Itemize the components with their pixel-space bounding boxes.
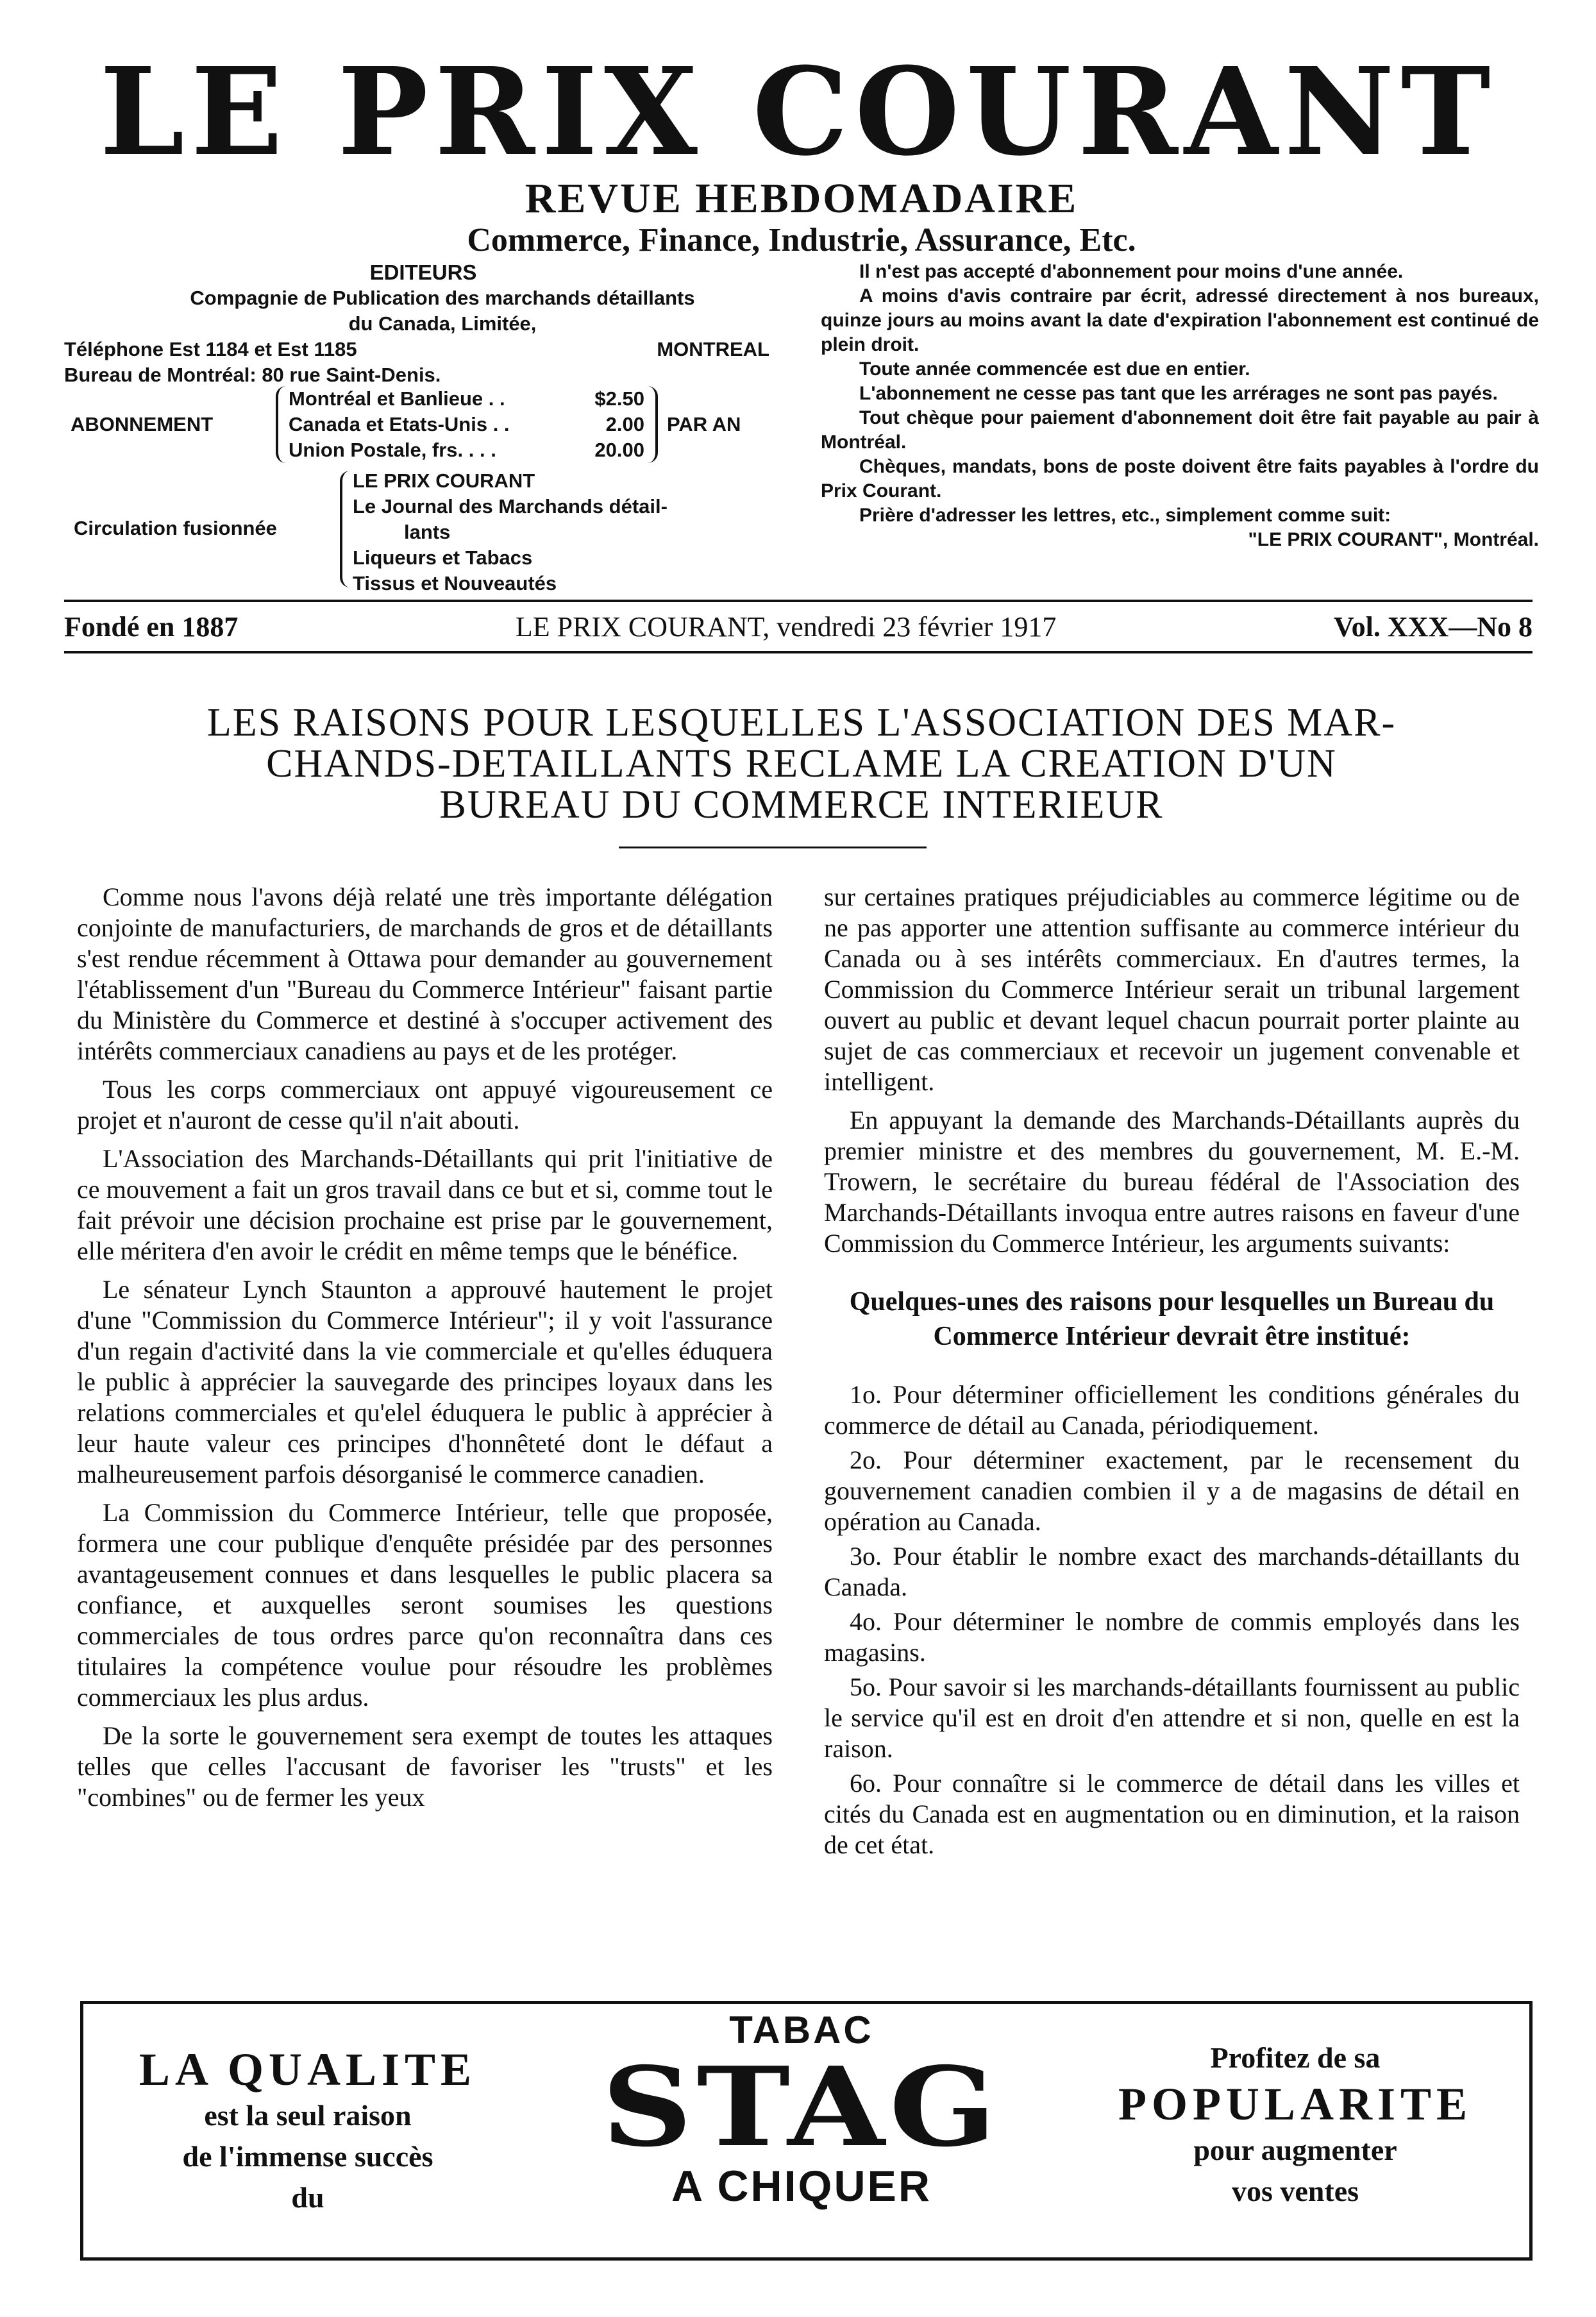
ad-text: pour augmenter [1193,2134,1397,2166]
subscription-label: ABONNEMENT [71,413,214,435]
reason-item: 6o. Pour connaître si le commerce de détail dans les villes et cités du Canada est en augmentation ou en diminution, et la raison de cet état. [824,1769,1520,1859]
ad-popularite: POPULARITE [1118,2078,1473,2130]
rate-row [289,437,644,463]
headline-line: BUREAU DU COMMERCE INTERIEUR [439,783,1164,827]
editors-block [64,260,782,388]
condition-paragraph: L'abonnement ne cesse pas tant que les arrérages ne sont pas payés. [859,383,1498,404]
circulation-label: Circulation fusionnée [74,517,277,539]
ad-tabac: TABAC [729,2009,874,2052]
ad-left-panel [83,2004,532,2257]
article-paragraph: sur certaines pratiques préjudiciables au commerce légitime ou de ne pas apporter une attention suffisante au commerce intérieur du Canada ou à ses intérêts commerciaux. En d'autres termes, la Commission du Commerce Intérieur serait un tribunal largement ouvert au public et devant lequel chacun pourrait porter plainte au sujet de cas commerciaux et recevoir un jugement convenable et intelligent. [824,882,1520,1096]
article-paragraph: Tous les corps commerciaux ont appuyé vigoureusement ce projet et n'auront de cesse qu'il n'ait abouti. [77,1075,773,1134]
mailing-address: "LE PRIX COURANT", Montréal. [1248,529,1539,550]
publisher-line-1: Compagnie de Publication des marchands détaillants [190,287,695,309]
masthead-title: LE PRIX COURANT [99,41,1497,183]
condition-paragraph: Prière d'adresser les lettres, etc., simplement comme suit: [859,505,1391,526]
rate-row [289,412,644,437]
condition-paragraph: A moins d'avis contraire par écrit, adressé directement à nos bureaux, quinze jours au moins avant la date d'expiration l'abonnement est continué de plein droit. [821,285,1539,355]
ad-text: Profitez de sa [1210,2041,1381,2074]
volume: Vol. XXX—No 8 [1333,611,1533,643]
per-year: PAR AN [667,413,741,435]
condition-paragraph: Tout chèque pour paiement d'abonnement doit être fait payable au pair à Montréal. [821,407,1539,453]
condition-paragraph: Chèques, mandats, bons de poste doivent être faits payables à l'ordre du Prix Courant. [821,456,1539,501]
circulation-brace [340,471,350,587]
ad-brand-logo: STAG [601,2043,1002,2171]
headline-line: CHANDS-DETAILLANTS RECLAME LA CREATION D'UN [266,742,1337,786]
ad-quality: LA QUALITE [139,2044,477,2095]
headline-line: LES RAISONS POUR LESQUELLES L'ASSOCIATION DES MAR- [206,701,1397,745]
article-column-right [824,882,1520,1864]
article-paragraph: Le sénateur Lynch Staunton a approuvé hautement le projet d'une "Commission du Commerce Intérieur"; il y voit l'assurance d'un regain d'activité dans la vie commerciale et qu'elles éduquera le public à apprécier la sauvegarde des principes loyaux dans les relations commerciales et qu'elel éduquera le public à apprécier à leur haute valeur ces principes d'honnêteté dont le défaut a malheureusement parfois désorganisé le commerce canadien. [77,1275,773,1488]
left-brace [276,386,286,463]
condition-paragraph: Toute année commencée est due en entier. [859,358,1250,380]
circulation-title: LE PRIX COURANT [353,469,535,492]
issue-date: LE PRIX COURANT, vendredi 23 février 1917 [515,611,1057,643]
rate-place: Montréal et Banlieue . . [289,387,505,410]
article-paragraph: De la sorte le gouvernement sera exempt de toutes les attaques telles que celles l'accusant de favoriser les "trusts" et les "combines" ou de fermer les yeux [77,1721,773,1812]
founded: Fondé en 1887 [64,611,239,643]
circulation-title: Liqueurs et Tabacs [353,546,533,569]
rate-price: $2.50 [594,387,644,410]
subscription-block [64,383,782,467]
ad-text: de l'immense succès [182,2140,433,2173]
article-paragraph: Comme nous l'avons déjà relaté une très importante délégation conjointe de manufacturiers, de marchands de gros et de détaillants s'est rendue récemment à Ottawa pour demander au gouvernement l'établissement d'un "Bureau du Commerce Intérieur" faisant partie du Ministère du Commerce et destiné à s'occuper activement des intérêts commerciaux canadiens au pays et de les protéger. [77,882,773,1065]
office-address: Bureau de Montréal: 80 rue Saint-Denis. [64,364,441,386]
article-column-left [77,882,773,1821]
conditions-block [821,260,1539,552]
condition-paragraph: Il n'est pas accepté d'abonnement pour moins d'une année. [859,261,1404,282]
telephone: Téléphone Est 1184 et Est 1185 [64,338,357,360]
circulation-title: lants [404,521,451,543]
reason-item: 1o. Pour déterminer officiellement les conditions générales du commerce de détail au Canada, périodiquement. [824,1380,1520,1440]
article-subhead: Quelques-unes des raisons pour lesquelles un Bureau du Commerce Intérieur devrait être institué: [849,1287,1495,1351]
city: MONTREAL [657,338,769,360]
telephone-row [64,337,782,362]
article-headline [90,702,1513,825]
publisher-line-2: du Canada, Limitée, [348,312,537,335]
rate-place: Canada et Etats-Unis . . [289,413,510,435]
ad-right-panel [1071,2004,1520,2257]
reason-item: 5o. Pour savoir si les marchands-détaillants fournissent au public le service qu'il est en droit d'en attendre et si non, quelle en est la raison. [824,1672,1520,1763]
rate-price: 20.00 [594,439,644,461]
rate-row [289,386,644,412]
reason-item: 2o. Pour déterminer exactement, par le recensement du gouvernement canadien combien il y a de magasins de détail en opération au Canada. [824,1445,1520,1536]
article-paragraph: En appuyant la demande des Marchands-Détaillants auprès du premier ministre et des membres du gouvernement, M. E.-M. Trowern, le secrétaire du bureau fédéral de l'Association des Marchands-Détaillants invoqua entre autres raisons en faveur d'une Commission du Commerce Intérieur, les arguments suivants: [824,1106,1520,1258]
reason-item: 4o. Pour déterminer le nombre de commis employés dans les magasins. [824,1607,1520,1667]
ad-text: vos ventes [1231,2175,1359,2207]
masthead-tagline: Commerce, Finance, Industrie, Assurance, Etc. [467,222,1136,258]
top-rule [64,600,1533,602]
circulation-title: Le Journal des Marchands détail- [353,495,668,518]
circulation-block [64,468,782,594]
ad-text: est la seul raison [204,2099,412,2132]
reason-item: 3o. Pour établir le nombre exact des marchands-détaillants du Canada. [824,1542,1520,1601]
editors-label: EDITEURS [369,260,477,284]
circulation-titles [353,468,769,596]
headline-divider [619,847,927,848]
ad-text: du [291,2181,324,2214]
right-brace [648,386,658,463]
subscription-rates [289,386,644,463]
tobacco-advertisement [80,2001,1533,2261]
dateline [64,608,1533,646]
masthead-subtitle: REVUE HEBDOMADAIRE [525,175,1079,222]
bottom-rule [64,651,1533,653]
article-paragraph: L'Association des Marchands-Détaillants qui prit l'initiative de ce mouvement a fait un gros travail dans ce but et si, comme tout le fait prévoir une décision prochaine est prise par le gouvernement, elle méritera d'en avoir le crédit en même temps que le bénéfice. [77,1144,773,1265]
article-paragraph: La Commission du Commerce Intérieur, telle que proposée, formera une cour publique d'enquête présidée par des personnes avantageusement connues et dans lesquelles le public placera sa confiance, et auxquelles seront soumises les questions commerciales de tous ordres parce qu'on reconnaîtra dans ces titulaires la compétence voulue pour résoudre les problèmes commerciaux les plus ardus. [77,1498,773,1712]
ad-chiquer: A CHIQUER [671,2162,932,2211]
rate-price: 2.00 [605,413,644,435]
rate-place: Union Postale, frs. . . . [289,439,496,461]
ad-center-panel [545,2004,1058,2257]
circulation-title: Tissus et Nouveautés [353,572,557,594]
